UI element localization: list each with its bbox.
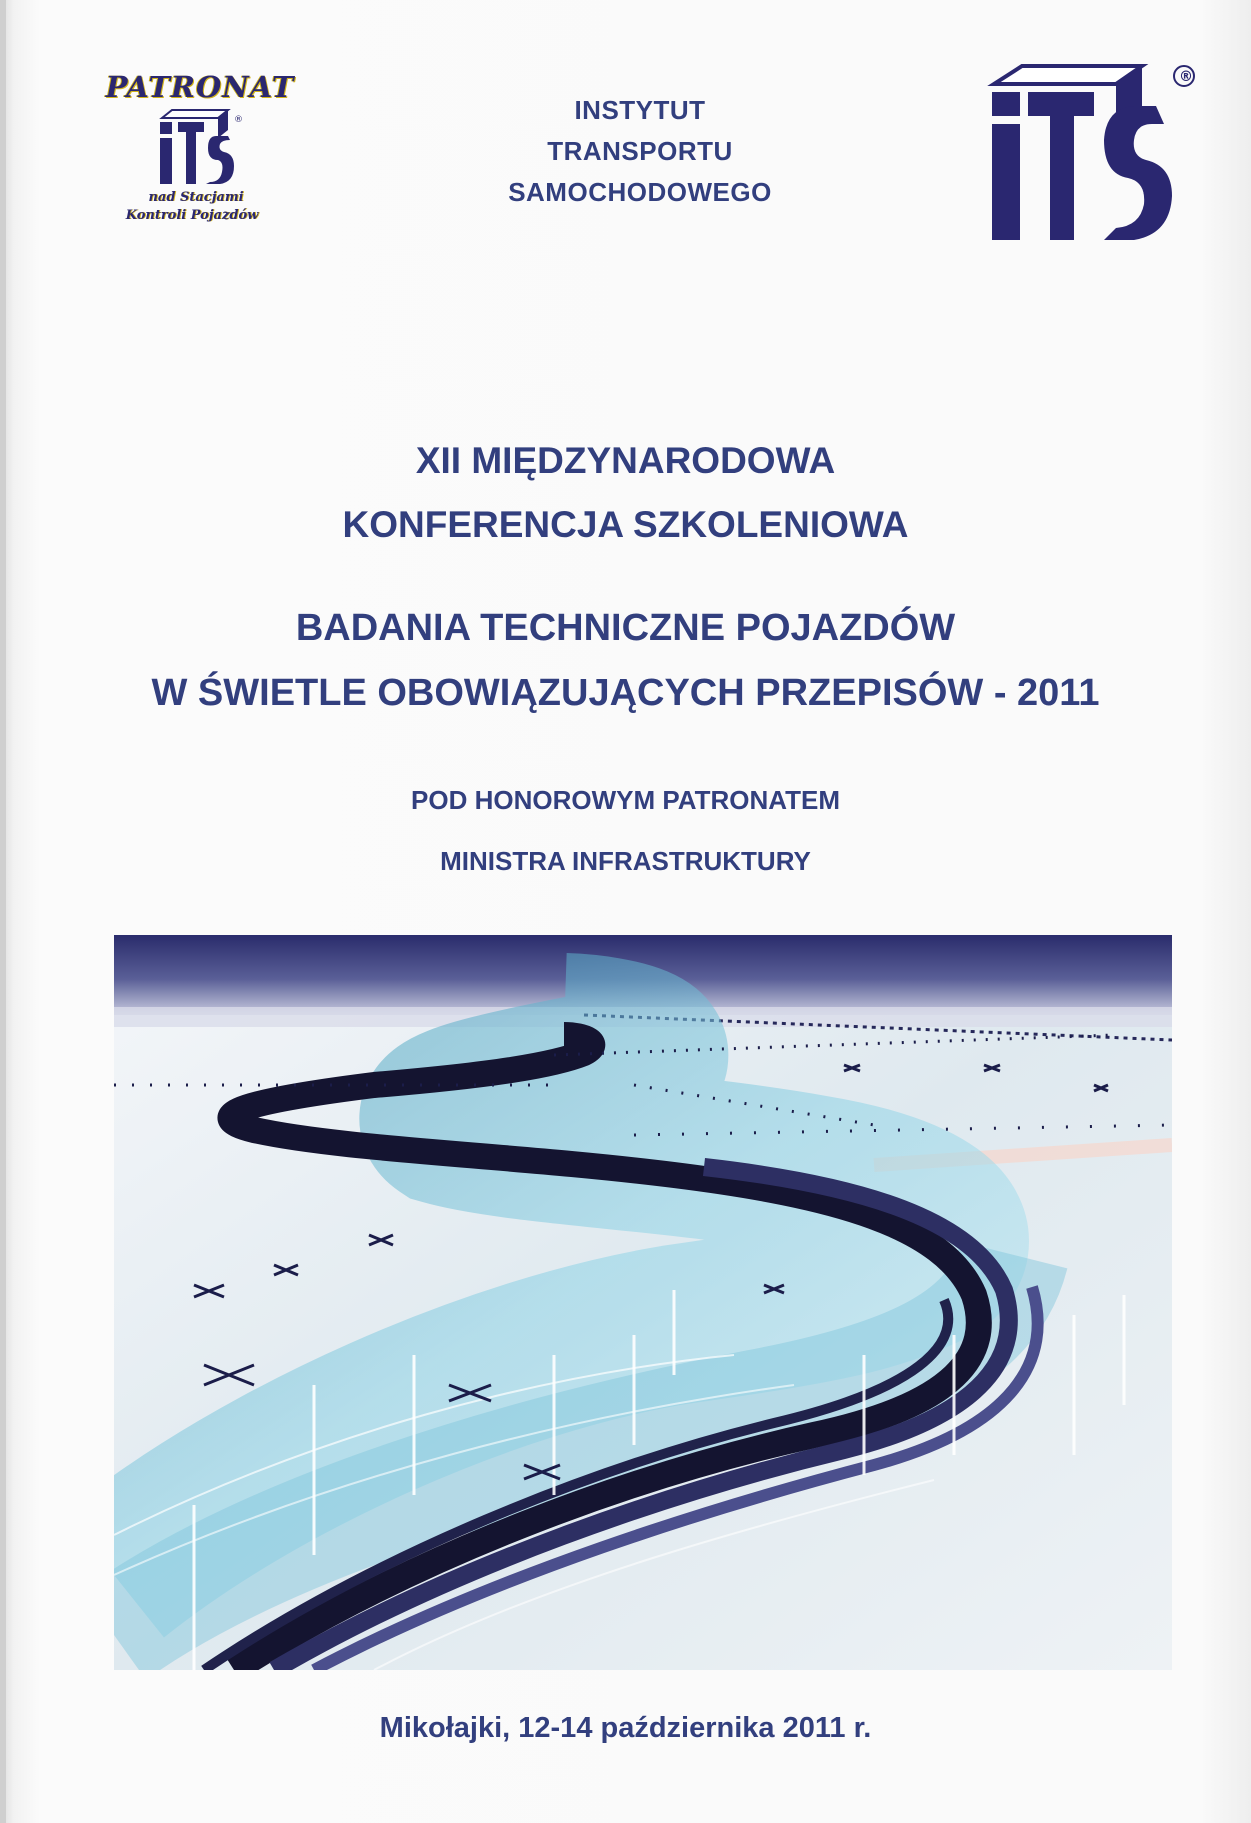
its-logo-icon [986,62,1198,246]
cover-photo-highway [114,935,1172,1670]
institute-name-line3: SAMOCHODOWEGO [508,177,772,207]
institute-name-line2: TRANSPORTU [547,136,733,166]
patronage-line1: POD HONOROWYM PATRONATEM [411,785,840,815]
patronage-line2: MINISTRA INFRASTRUKTURY [440,846,811,876]
patronat-logo-word: PATRONAT [105,70,295,104]
conference-title-line2: KONFERENCJA SZKOLENIOWA [342,504,909,545]
cover-spine-edge [0,0,6,1823]
patronat-its-mark-icon [148,108,244,192]
svg-text:®: ® [234,115,243,125]
patronat-logo [100,70,300,240]
conference-place-date: Mikołajki, 12-14 października 2011 r. [379,1712,872,1744]
its-logo-registered-mark: ® [1179,69,1193,85]
conference-title-line1: XII MIĘDZYNARODOWA [415,440,836,481]
institute-name [440,90,840,213]
main-title-line1: BADANIA TECHNICZNE POJAZDÓW [295,607,956,649]
institute-name-line1: INSTYTUT [574,95,706,125]
main-title-line2: W ŚWIETLE OBOWIĄZUJĄCYCH PRZEPISÓW - 2011 [151,672,1100,714]
patronat-logo-subtitle-line2: Kontroli Pojazdów [125,208,259,223]
patronat-logo-subtitle-line1: nad Stacjami [148,190,244,205]
